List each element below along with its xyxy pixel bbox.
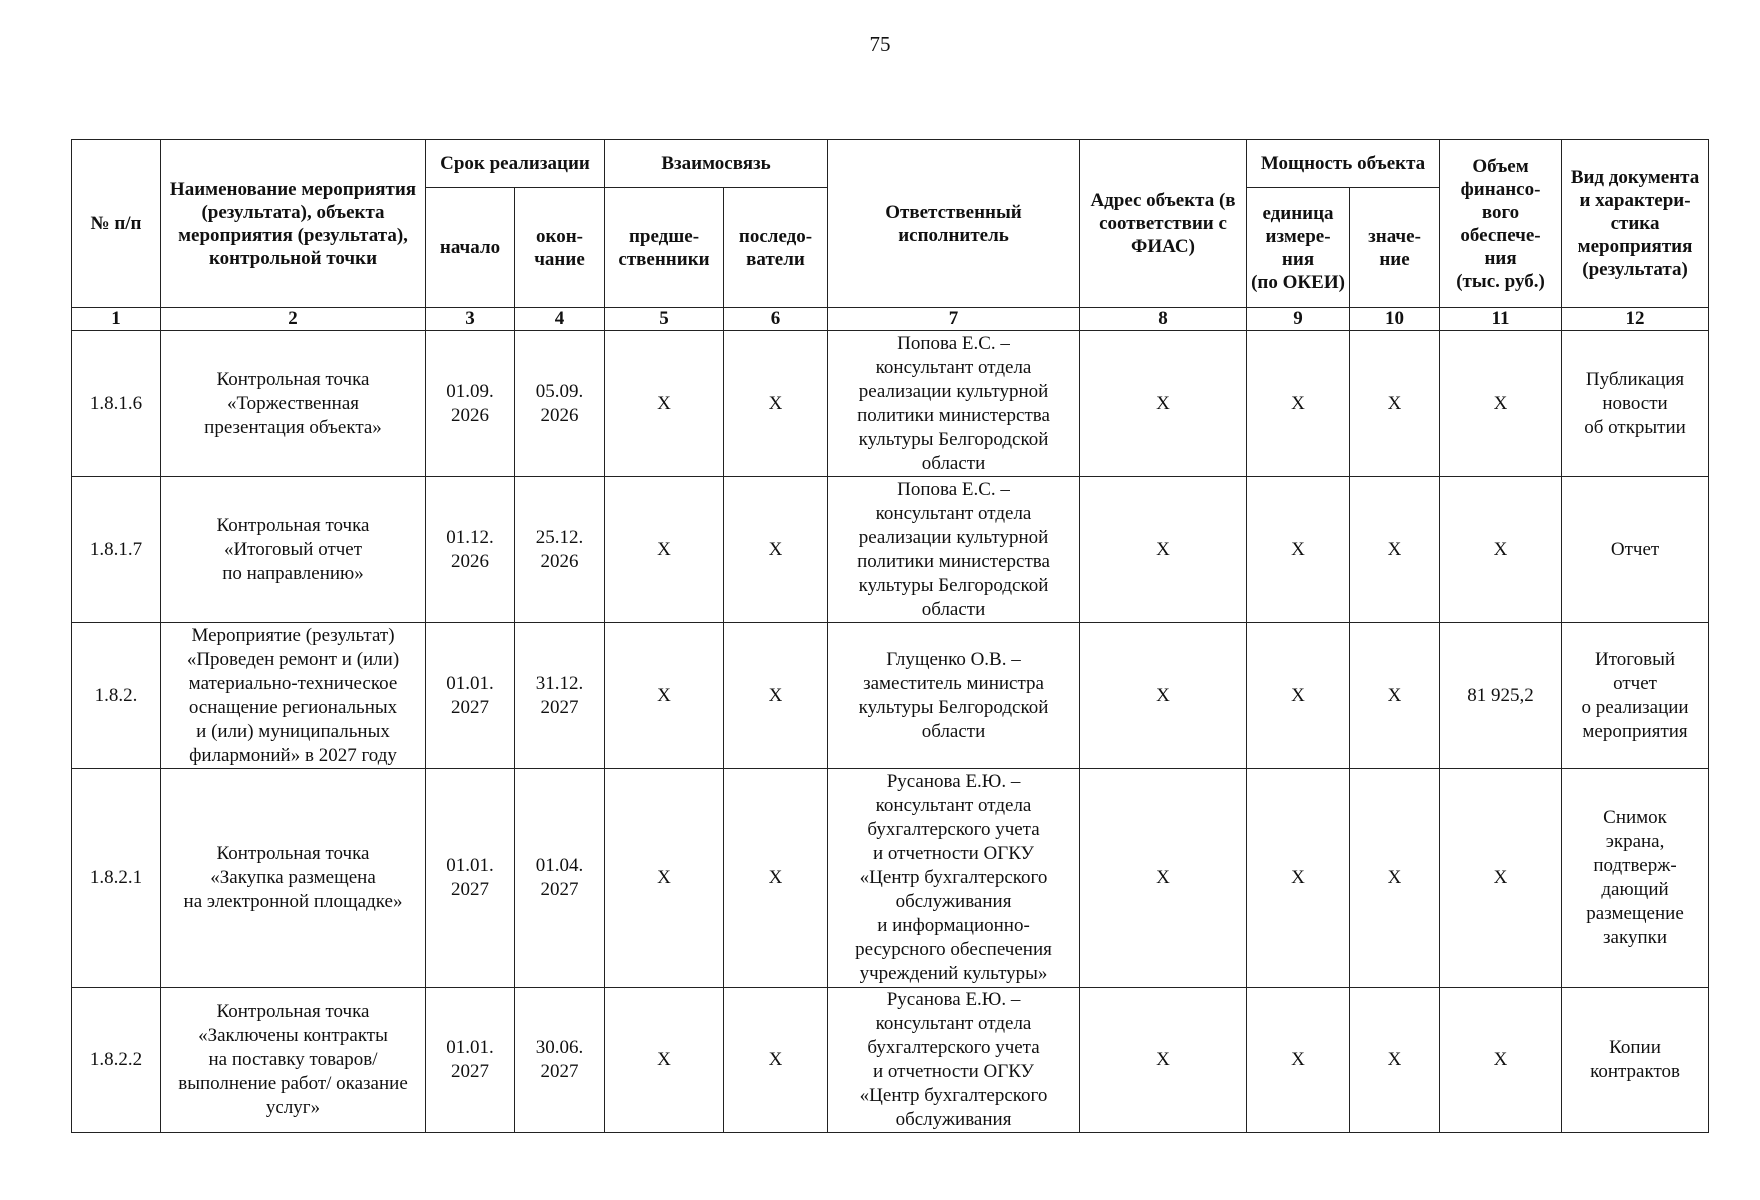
header-term-end: окон- чание (515, 188, 605, 308)
row-power-unit: X (1247, 623, 1350, 769)
column-number: 11 (1440, 308, 1562, 331)
row-financing: X (1440, 769, 1562, 988)
row-successors: X (724, 769, 828, 988)
page-number: 75 (869, 32, 891, 56)
row-name: Контрольная точка «Торжественная презентация объекта» (161, 331, 426, 477)
row-document: Копии контрактов (1562, 988, 1709, 1133)
row-start-date: 01.09. 2026 (426, 331, 515, 477)
header-link: Взаимосвязь (605, 140, 828, 188)
header-power: Мощность объекта (1247, 140, 1440, 188)
row-predecessors: X (605, 623, 724, 769)
column-number: 7 (828, 308, 1080, 331)
column-number: 9 (1247, 308, 1350, 331)
row-document: Снимок экрана, подтверж- дающий размещение закупки (1562, 769, 1709, 988)
column-number: 12 (1562, 308, 1709, 331)
row-power-unit: X (1247, 477, 1350, 623)
row-address: X (1080, 477, 1247, 623)
header-link-next: последо- ватели (724, 188, 828, 308)
column-number: 3 (426, 308, 515, 331)
row-power-unit: X (1247, 988, 1350, 1133)
row-responsible: Русанова Е.Ю. – консультант отдела бухгалтерского учета и отчетности ОГКУ «Центр бухгалтерского обслуживания и информационно- ресурсного обеспечения учреждений культуры» (828, 769, 1080, 988)
row-start-date: 01.01. 2027 (426, 623, 515, 769)
row-responsible: Попова Е.С. – консультант отдела реализации культурной политики министерства культуры Белгородской области (828, 477, 1080, 623)
row-number: 1.8.1.6 (72, 331, 161, 477)
row-end-date: 05.09. 2026 (515, 331, 605, 477)
row-financing: 81 925,2 (1440, 623, 1562, 769)
table-row (72, 331, 1709, 477)
row-predecessors: X (605, 477, 724, 623)
row-start-date: 01.01. 2027 (426, 769, 515, 988)
column-number: 2 (161, 308, 426, 331)
column-number: 8 (1080, 308, 1247, 331)
row-name: Мероприятие (результат) «Проведен ремонт и (или) материально-техническое оснащение региональных и (или) муниципальных филармоний» в 2027 году (161, 623, 426, 769)
header-num: № п/п (72, 140, 161, 308)
header-term-start: начало (426, 188, 515, 308)
row-responsible: Глущенко О.В. – заместитель министра культуры Белгородской области (828, 623, 1080, 769)
row-end-date: 25.12. 2026 (515, 477, 605, 623)
header-power-unit: единица измере- ния (по ОКЕИ) (1247, 188, 1350, 308)
row-start-date: 01.12. 2026 (426, 477, 515, 623)
row-successors: X (724, 477, 828, 623)
header-name: Наименование мероприятия (результата), объекта мероприятия (результата), контрольной точки (161, 140, 426, 308)
row-name: Контрольная точка «Итоговый отчет по направлению» (161, 477, 426, 623)
row-document: Итоговый отчет о реализации мероприятия (1562, 623, 1709, 769)
row-successors: X (724, 988, 828, 1133)
header-term: Срок реализации (426, 140, 605, 188)
row-address: X (1080, 988, 1247, 1133)
row-predecessors: X (605, 331, 724, 477)
row-predecessors: X (605, 769, 724, 988)
row-address: X (1080, 331, 1247, 477)
row-end-date: 31.12. 2027 (515, 623, 605, 769)
table-row (72, 623, 1709, 769)
row-document: Отчет (1562, 477, 1709, 623)
row-number: 1.8.2.1 (72, 769, 161, 988)
header-link-prev: предше- ственники (605, 188, 724, 308)
plan-table (71, 139, 1709, 1133)
row-name: Контрольная точка «Закупка размещена на электронной площадке» (161, 769, 426, 988)
row-power-value: X (1350, 769, 1440, 988)
header-responsible: Ответственный исполнитель (828, 140, 1080, 308)
row-power-value: X (1350, 988, 1440, 1133)
table-header (72, 140, 1709, 331)
row-end-date: 30.06. 2027 (515, 988, 605, 1133)
row-end-date: 01.04. 2027 (515, 769, 605, 988)
table-body (72, 331, 1709, 1133)
row-financing: X (1440, 477, 1562, 623)
row-responsible: Русанова Е.Ю. – консультант отдела бухгалтерского учета и отчетности ОГКУ «Центр бухгалтерского обслуживания (828, 988, 1080, 1133)
row-document: Публикация новости об открытии (1562, 331, 1709, 477)
column-number: 4 (515, 308, 605, 331)
row-number: 1.8.2.2 (72, 988, 161, 1133)
row-name: Контрольная точка «Заключены контракты на поставку товаров/ выполнение работ/ оказание услуг» (161, 988, 426, 1133)
row-successors: X (724, 331, 828, 477)
row-number: 1.8.1.7 (72, 477, 161, 623)
row-power-value: X (1350, 623, 1440, 769)
row-successors: X (724, 623, 828, 769)
row-power-unit: X (1247, 769, 1350, 988)
row-start-date: 01.01. 2027 (426, 988, 515, 1133)
row-power-value: X (1350, 331, 1440, 477)
column-number: 5 (605, 308, 724, 331)
column-number: 1 (72, 308, 161, 331)
column-number: 6 (724, 308, 828, 331)
row-address: X (1080, 623, 1247, 769)
table-row (72, 988, 1709, 1133)
header-document: Вид документа и характери- стика мероприятия (результата) (1562, 140, 1709, 308)
header-financing: Объем финансо- вого обеспече- ния (тыс. руб.) (1440, 140, 1562, 308)
row-financing: X (1440, 988, 1562, 1133)
row-responsible: Попова Е.С. – консультант отдела реализации культурной политики министерства культуры Белгородской области (828, 331, 1080, 477)
row-predecessors: X (605, 988, 724, 1133)
row-power-value: X (1350, 477, 1440, 623)
column-number: 10 (1350, 308, 1440, 331)
row-financing: X (1440, 331, 1562, 477)
header-power-value: значе- ние (1350, 188, 1440, 308)
row-number: 1.8.2. (72, 623, 161, 769)
row-power-unit: X (1247, 331, 1350, 477)
column-number-row (72, 308, 1709, 331)
table-row (72, 769, 1709, 988)
header-address: Адрес объекта (в соответствии с ФИАС) (1080, 140, 1247, 308)
row-address: X (1080, 769, 1247, 988)
table-row (72, 477, 1709, 623)
